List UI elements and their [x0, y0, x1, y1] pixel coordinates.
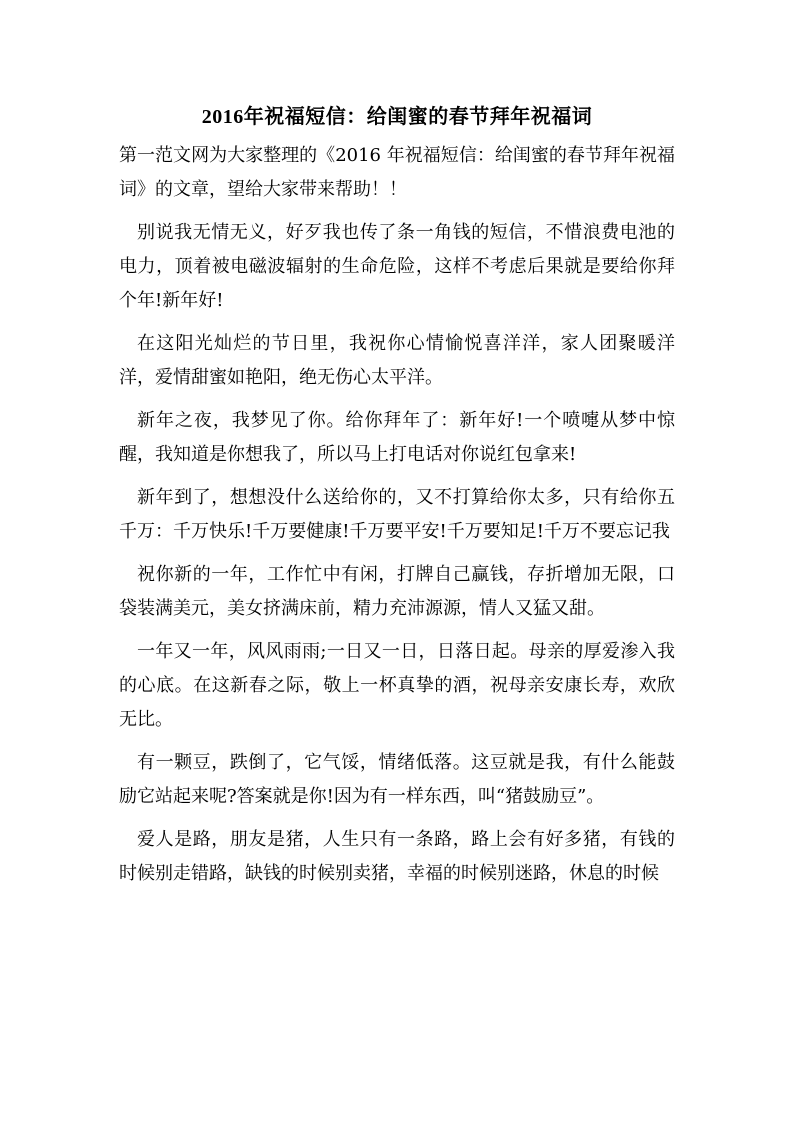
- paragraph-3: 新年之夜，我梦见了你。给你拜年了：新年好!一个喷嚏从梦中惊醒，我知道是你想我了，所以马上打电话对你说红包拿来!: [119, 410, 675, 465]
- intro-paragraph: 第一范文网为大家整理的《2016 年祝福短信：给闺蜜的春节拜年祝福词》的文章，望给大家带来帮助！！: [119, 145, 675, 200]
- paragraph-8: 爱人是路，朋友是猪，人生只有一条路，路上会有好多猪，有钱的时候别走错路，缺钱的时候别卖猪，幸福的时候别迷路，休息的时候: [119, 829, 675, 884]
- paragraph-6: 一年又一年，风风雨雨;一日又一日，日落日起。母亲的厚爱渗入我的心底。在这新春之际，敬上一杯真挚的酒，祝母亲安康长寿，欢欣无比。: [119, 641, 675, 730]
- document-page: [119, 100, 675, 900]
- document-title: 2016年祝福短信：给闺蜜的春节拜年祝福词: [201, 106, 593, 128]
- paragraph-2: 在这阳光灿烂的节日里，我祝你心情愉悦喜洋洋，家人团聚暖洋洋，爱情甜蜜如艳阳，绝无伤心太平洋。: [119, 333, 675, 388]
- paragraph-5: 祝你新的一年，工作忙中有闲，打牌自己赢钱，存折增加无限，口袋装满美元，美女挤满床前，精力充沛源源，情人又猛又甜。: [119, 564, 675, 619]
- paragraph-1: 别说我无情无义，好歹我也传了条一角钱的短信，不惜浪费电池的电力，顶着被电磁波辐射的生命危险，这样不考虑后果就是要给你拜个年!新年好!: [119, 222, 675, 311]
- paragraph-4: 新年到了，想想没什么送给你的，又不打算给你太多，只有给你五千万：千万快乐!千万要健康!千万要平安!千万要知足!千万不要忘记我: [119, 487, 675, 542]
- paragraph-7: 有一颗豆，跌倒了，它气馁，情绪低落。这豆就是我，有什么能鼓励它站起来呢?答案就是你!因为有一样东西，叫“猪鼓励豆”。: [119, 752, 675, 807]
